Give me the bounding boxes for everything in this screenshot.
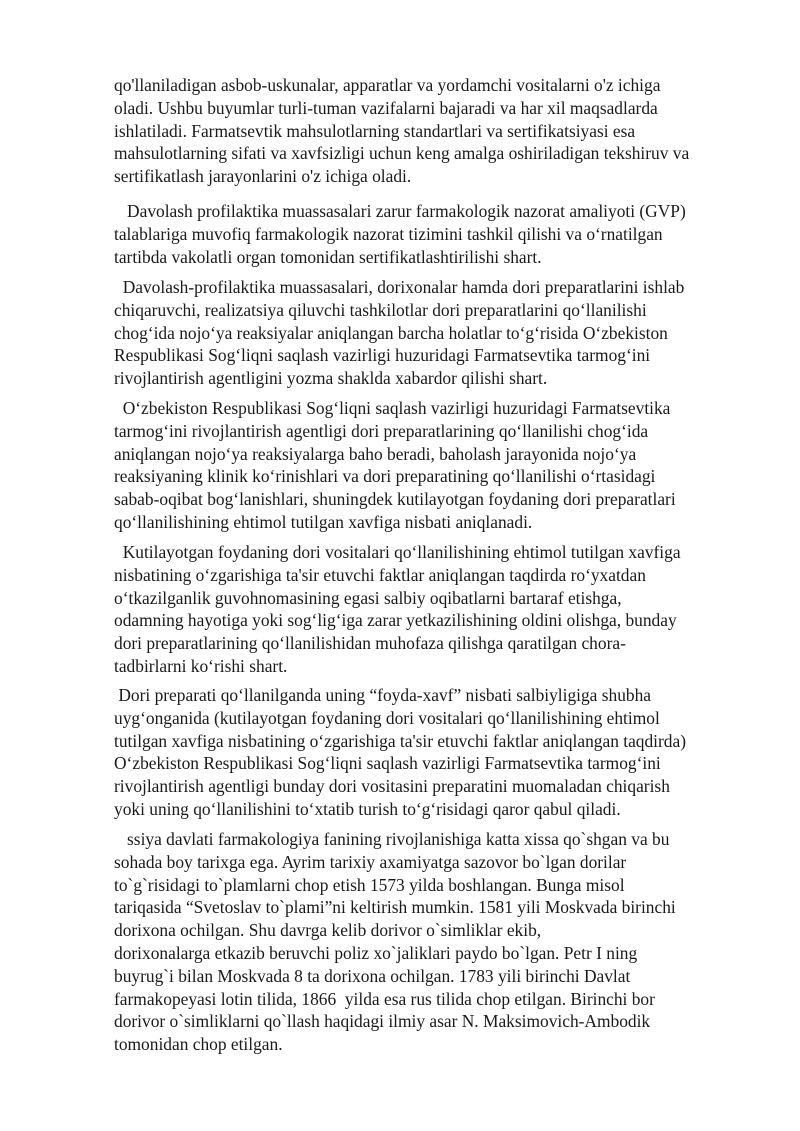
text-line: to`g`risidagi to`plamlarni chop etish 1573 yilda boshlangan. Bunga misol bbox=[114, 874, 625, 895]
text-line: tadbirlarni ko‘rishi shart. bbox=[114, 655, 288, 676]
text-line: o‘tkazilganlik guvohnomasining egasi salbiy oqibatlarni bartaraf etishga, bbox=[114, 587, 622, 608]
text-line: sabab-oqibat bog‘lanishlari, shuningdek kutilayotgan foydaning dori preparatlari bbox=[114, 489, 676, 510]
text-line: qo‘llanilishining ehtimol tutilgan xavfiga nisbati aniqlanadi. bbox=[114, 511, 533, 532]
text-line: rivojlantirish agentligi bunday dori vositasini preparatini muomaladan chiqarish bbox=[114, 776, 670, 797]
text-line: oladi. Ushbu buyumlar turli-tuman vazifalarni bajaradi va har xil maqsadlarda bbox=[114, 97, 658, 118]
text-line: tarmog‘ini rivojlantirish agentligi dori preparatlarining qo‘llanilishi chog‘ida bbox=[114, 420, 649, 441]
text-line: qo'llaniladigan asbob-uskunalar, apparatlar va yordamchi vositalarni o'z ichiga bbox=[114, 75, 661, 95]
text-line: dorixonalarga etkazib beruvchi poliz xo`jaliklari paydo bo`lgan. Petr I ning bbox=[114, 942, 638, 963]
paragraph-pharmacology-history bbox=[114, 828, 754, 1056]
text-line: Dori preparati qo‘llanilganda uning “foyda-xavf” nisbati salbiyligiga shubha bbox=[114, 685, 652, 705]
text-line: rivojlantirish agentligini yozma shaklda xabardor qilishi shart. bbox=[114, 368, 548, 389]
text-line: O‘zbekiston Respublikasi Sog‘liqni saqlash vazirligi Farmatsevtika tarmog‘ini bbox=[114, 753, 661, 774]
text-line: yoki uning qo‘llanilishini to‘xtatib turish to‘g‘risidagi qaror qabul qiladi. bbox=[114, 798, 621, 819]
paragraph-benefit-risk-decision bbox=[114, 684, 754, 821]
text-line: ishlatiladi. Farmatsevtik mahsulotlarning standartlari va sertifikatsiyasi esa bbox=[114, 120, 636, 141]
text-line: dorixona ochilgan. Shu davrga kelib dorivor o`simliklar ekib, bbox=[114, 920, 542, 941]
paragraph-equipment-standards bbox=[114, 74, 754, 188]
text-line: Davolash-profilaktika muassasalari, dorixonalar hamda dori preparatlarini ishlab bbox=[114, 277, 685, 297]
text-line: chog‘ida nojo‘ya reaksiyalar aniqlangan barcha holatlar to‘g‘risida O‘zbekiston bbox=[114, 322, 668, 343]
text-line: Respublikasi Sog‘liqni saqlash vazirligi huzuridagi Farmatsevtika tarmog‘ini bbox=[114, 345, 651, 366]
text-line: tutilgan xavfiga nisbatining o‘zgarishiga ta'sir etuvchi faktlar aniqlangan taqdirda) bbox=[114, 730, 687, 751]
text-line: dori preparatlarining qo‘llanilishidan muhofaza qilishga qaratilgan chora- bbox=[114, 633, 626, 654]
text-line: nisbatining o‘zgarishiga ta'sir etuvchi faktlar aniqlangan taqdirda ro‘yxatdan bbox=[114, 564, 646, 585]
text-line: chiqaruvchi, realizatsiya qiluvchi tashkilotlar dori preparatlarini qo‘llanilishi bbox=[114, 299, 647, 320]
text-line: buyrug`i bilan Moskvada 8 ta dorixona ochilgan. 1783 yili birinchi Davlat bbox=[114, 965, 631, 986]
text-line: reaksiyaning klinik ko‘rinishlari va dori preparatining qo‘llanilishi o‘rtasidagi bbox=[114, 466, 656, 487]
text-line: Davolash profilaktika muassasalari zarur farmakologik nazorat amaliyoti (GVP) bbox=[114, 201, 686, 221]
text-line: sohada boy tarixga ega. Ayrim tarixiy axamiyatga sazovor bo`lgan dorilar bbox=[114, 851, 627, 872]
text-line: tariqasida “Svetoslav to`plami”ni keltirish mumkin. 1581 yili Moskvada birinchi bbox=[114, 897, 676, 918]
text-line: dorivor o`simliklarni qo`llash haqidagi ilmiy asar N. Maksimovich-Ambodik bbox=[114, 1011, 651, 1032]
paragraph-agency-assessment bbox=[114, 397, 754, 534]
text-line: talablariga muvofiq farmakologik nazorat tizimini tashkil qilishi va o‘rnatilgan bbox=[114, 223, 663, 244]
text-line: aniqlangan nojo‘ya reaksiyalarga baho beradi, baholash jarayonida nojo‘ya bbox=[114, 443, 637, 464]
text-line: tomonidan chop etilgan. bbox=[114, 1034, 283, 1055]
text-line: odamning hayotiga yoki sog‘lig‘iga zarar yetkazilishining oldini olishga, bunday bbox=[114, 610, 677, 631]
text-line: uyg‘onganida (kutilayotgan foydaning dori vositalari qo‘llanilishining ehtimol bbox=[114, 707, 660, 728]
text-line: mahsulotlarning sifati va xavfsizligi uchun keng amalga oshiriladigan tekshiruv va bbox=[114, 143, 690, 164]
paragraph-reporting-duty bbox=[114, 276, 754, 390]
text-line: O‘zbekiston Respublikasi Sog‘liqni saqlash vazirligi huzuridagi Farmatsevtika bbox=[114, 398, 671, 418]
text-line: sertifikatlash jarayonlarini o'z ichiga oladi. bbox=[114, 166, 412, 187]
text-line: Kutilayotgan foydaning dori vositalari qo‘llanilishining ehtimol tutilgan xavfiga bbox=[114, 542, 681, 562]
text-line: farmakopeyasi lotin tilida, 1866 yilda esa rus tilida chop etilgan. Birinchi bor bbox=[114, 988, 655, 1009]
text-line: ssiya davlati farmakologiya fanining rivojlanishiga katta xissa qo`shgan va bu bbox=[114, 829, 670, 849]
paragraph-risk-measures bbox=[114, 541, 754, 678]
text-line: tartibda vakolatli organ tomonidan sertifikatlashtirilishi shart. bbox=[114, 246, 542, 267]
paragraph-gvp-certification bbox=[114, 200, 754, 268]
